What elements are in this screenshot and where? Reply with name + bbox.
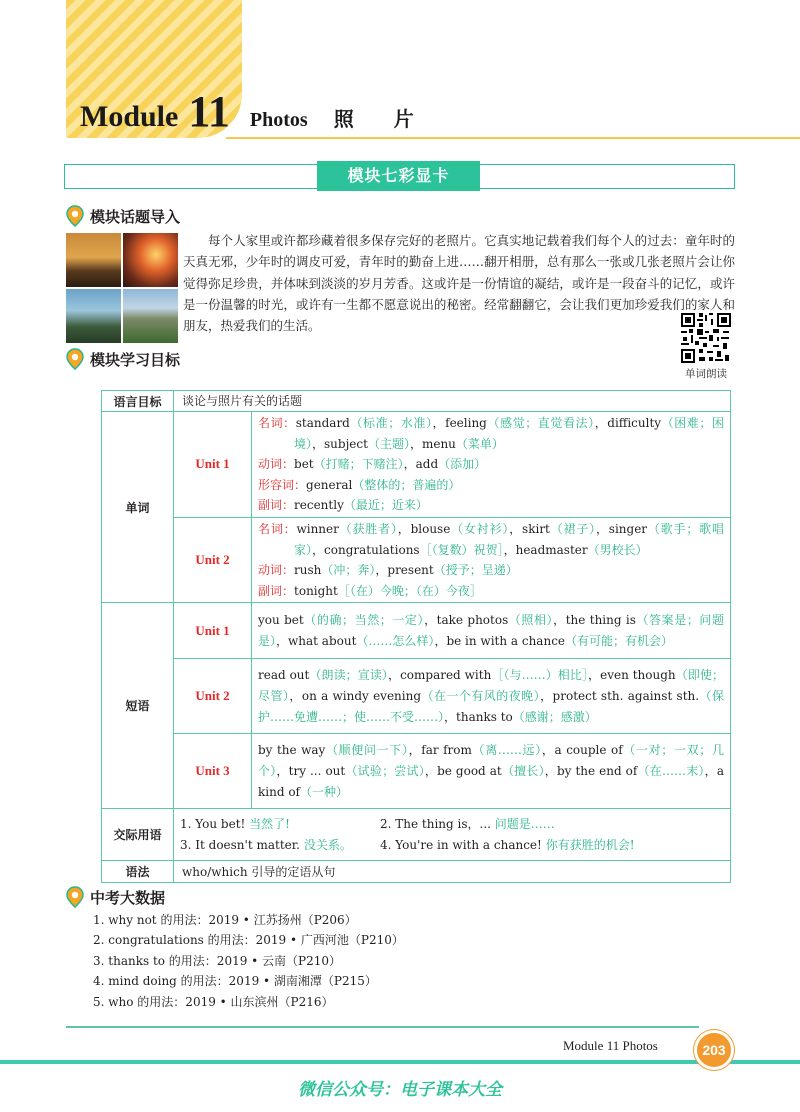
list-item: 1. why not 的用法：2019 • 江苏扬州（P206） <box>93 913 357 927</box>
photo-building <box>123 289 178 343</box>
watermark: 微信公众号：电子课本大全 <box>298 1080 502 1100</box>
title-en: Photos <box>249 109 308 131</box>
intro-heading-text: 模块话题导入 <box>90 207 181 226</box>
table-row <box>102 391 731 412</box>
photo-collage <box>66 233 178 343</box>
photo-runner <box>66 289 121 343</box>
footer-bar <box>0 1060 800 1064</box>
list-item: 2. congratulations 的用法：2019 • 广西河池（P210） <box>93 933 404 948</box>
unit-label: Unit 2 <box>174 659 252 734</box>
table-row <box>102 603 731 659</box>
phrases-unit3: by the way（顺便问一下），far from（离……远），a couple of（一对；一双；几个），try ... out（试验；尝试），be good at（擅长），by the end of（在……末），a kind of（一种） <box>252 734 731 809</box>
table-row <box>102 861 731 883</box>
learning-goals-table <box>101 390 731 883</box>
goals-heading <box>66 348 180 370</box>
title-cn: 照片 <box>333 107 454 131</box>
running-title: Module 11 Photos <box>563 1038 658 1053</box>
grammar-label: 语法 <box>102 861 174 883</box>
table-row <box>102 809 731 861</box>
photo-horse-rider <box>66 233 121 287</box>
intro-paragraph: 每个人家里或许都珍藏着很多保存完好的老照片。它真实地记载着我们每个人的过去：童年时的天真无邪，少年时的调皮可爱，青年时的勤奋上进……翻开相册，总有那么一张或几张老照片会让你觉得弥足珍贵，并体味到淡淡的岁月芳香。这或许是一份情谊的凝结，或许是一段奋斗的记忆，或许是一份温馨的时光，或许有一生都不愿意说出的秘密。经常翻翻它，会让我们更加珍爱我们的家人和朋友，热爱我们的生活。 <box>183 233 735 334</box>
table-row <box>102 734 731 809</box>
photo-sunset <box>123 233 178 287</box>
language-goal-value: 谈论与照片有关的话题 <box>174 391 731 412</box>
location-pin-icon <box>66 205 84 227</box>
words-label: 单词 <box>102 412 174 603</box>
header-rule <box>226 137 800 139</box>
expressions-label: 交际用语 <box>102 809 174 861</box>
intro-heading <box>66 205 180 227</box>
language-goal-label: 语言目标 <box>102 391 174 412</box>
list-item: 3. thanks to 的用法：2019 • 云南（P210） <box>93 953 342 968</box>
phrases-unit2: read out（朗读；宣读），compared with［（与……）相比］，even though（即使；尽管），on a windy evening（在一个有风的夜晚），protect sth. against sth.（保护……免遭……；使……不受……），thanks to（感谢；感激） <box>252 659 731 734</box>
words-unit1: 名词：standard（标准；水准），feeling（感觉；直觉看法），difficulty（困难；困境），subject（主题），menu（菜单） 动词：bet（打赌；下赌注），add（添加） 形容词：general（整体的；普遍的） 副词：recently（最近；近来） <box>252 412 731 518</box>
module-number: 11 <box>188 87 230 136</box>
table-row <box>102 659 731 734</box>
location-pin-icon <box>66 348 84 370</box>
grammar-value: who/which 引导的定语从句 <box>174 861 731 883</box>
phrases-unit1: you bet（的确；当然；一定），take photos（照相），the thing is（答案是；问题是），what about（……怎么样），be in with a chance（有可能；有机会） <box>252 603 731 659</box>
module-word: Module <box>80 100 179 133</box>
page-title <box>80 86 454 137</box>
expressions-cell: 1. You bet! 当然了! 2. The thing is，... 问题是…… 3. It doesn't matter. 没关系。 4. You're in with a chance! 你有获胜的机会! <box>174 809 731 861</box>
unit-label: Unit 1 <box>174 603 252 659</box>
unit-label: Unit 2 <box>174 517 252 602</box>
unit-label: Unit 1 <box>174 412 252 518</box>
qr-code-icon[interactable] <box>681 313 731 363</box>
list-item: 4. mind doing 的用法：2019 • 湖南湘潭（P215） <box>93 974 377 989</box>
words-unit2: 名词：winner（获胜者），blouse（女衬衫），skirt（裙子），singer（歌手；歌唱家），congratulations［（复数）祝贺］，headmaster（男校长） 动词：rush（冲；奔），present（授予；呈递） 副词：tonight［（在）今晚；（在）今夜］ <box>252 517 731 602</box>
location-pin-icon <box>66 886 84 908</box>
exam-heading-text: 中考大数据 <box>90 888 166 907</box>
list-item: 5. who 的用法：2019 • 山东滨州（P216） <box>93 994 334 1009</box>
qr-label: 单词朗读 <box>685 368 727 380</box>
exam-heading <box>66 886 165 908</box>
unit-label: Unit 3 <box>174 734 252 809</box>
exam-list <box>93 910 404 1012</box>
phrases-label: 短语 <box>102 603 174 809</box>
table-row <box>102 517 731 602</box>
goals-heading-text: 模块学习目标 <box>90 350 181 369</box>
footer-rule <box>66 1026 699 1028</box>
banner-label: 模块七彩显卡 <box>317 161 480 191</box>
page-number: 203 <box>694 1030 734 1070</box>
table-row <box>102 412 731 518</box>
